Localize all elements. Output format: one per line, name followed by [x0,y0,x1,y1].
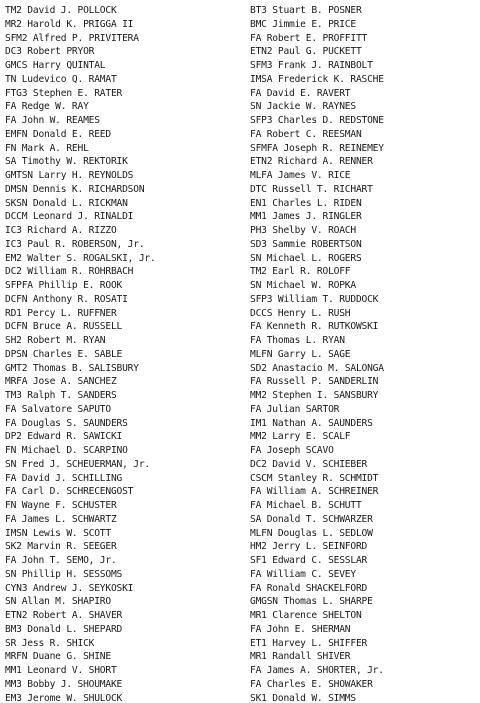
roster-entry: DC2 David V. SCHIEBER [250,458,368,470]
roster-entry: ET1 Harvey L. SHIFFER [250,637,368,649]
roster-entry: SN Allan M. SHAPIRO [5,596,111,608]
roster-entry: FA Ronald SHACKELFORD [250,582,368,594]
roster-entry: DCFN Bruce A. RUSSELL [5,321,123,333]
roster-entry: FA James A. SHORTER, Jr. [250,665,384,676]
roster-entry: SFP3 William T. RUDDOCK [250,293,379,305]
roster-entry: MM3 Bobby J. SHOUMAKE [5,678,123,690]
roster-entry: FA Carl D. SCHRECENGOST [5,486,134,498]
roster-entry: EM3 Jerome W. SHULOCK [5,692,123,703]
roster-entry: BMC Jimmie E. PRICE [250,18,356,30]
roster-entry: FTG3 Stephen E. RATER [5,87,123,99]
roster-entry: SD3 Sammie ROBERTSON [250,238,362,250]
roster-entry: SH2 Robert M. RYAN [5,335,106,346]
roster-entry: FA James L. SCHWARTZ [5,513,117,525]
roster-entry: IMSA Frederick K. RASCHE [250,73,384,85]
roster-entry: FA Douglas S. SAUNDERS [5,417,128,429]
roster-entry: BT3 Stuart B. POSNER [250,5,362,16]
roster-entry: DC3 Robert PRYOR [5,46,95,58]
roster-entry: MR2 Harold K. PRIGGA II [5,18,134,30]
roster-entry: FA David E. RAVERT [250,87,351,99]
roster-entry: MR1 Randall SHIVER [250,651,351,663]
roster-entry: SFMFA Joseph R. REINEMEY [250,142,384,154]
roster-entry: SFPFA Phillip E. ROOK [5,280,123,291]
roster-entry: DCCS Henry L. RUSH [250,307,351,319]
roster-entry: SN Fred J. SCHEUERMAN, Jr. [5,458,150,470]
roster-entry: DC2 William R. ROHRBACH [5,266,134,278]
roster-entry: SFP3 Charles D. REDSTONE [250,115,384,126]
roster-entry: FA Michael B. SCHUTT [250,500,362,511]
roster-entry: FA Joseph SCAVO [250,445,334,456]
roster-entry: FA Robert E. PROFFITT [250,32,368,44]
roster-entry: ETN2 Robert A. SHAVER [5,610,123,621]
roster-entry: FN Wayne F. SCHUSTER [5,500,117,511]
roster-entry: FA John E. SHERMAN [250,623,351,635]
roster-entry: DP2 Edward R. SAWICKI [5,431,123,443]
roster-entry: FA Russell P. SANDERLIN [250,376,379,388]
roster-entry: FA Robert C. REESMAN [250,128,362,140]
roster-entry: MLFA James V. RICE [250,170,351,181]
roster-entry: ETN2 Richard A. RENNER [250,156,373,168]
roster-entry: BM3 Donald L. SHEPARD [5,623,123,635]
roster-entry: FA William C. SEVEY [250,568,356,580]
roster-entry: MM1 Leonard V. SHORT [5,665,117,676]
roster-entry: DMSN Dennis K. RICHARDSON [5,183,145,195]
roster-entry: GMCS Harry QUINTAL [5,60,106,71]
roster-entry: FA John T. SEMO, Jr. [5,555,117,566]
roster-entry: TM2 David J. POLLOCK [5,5,117,16]
roster-entry: DCCM Leonard J. RINALDI [5,211,134,223]
roster-entry: IC3 Richard A. RIZZO [5,225,117,236]
roster-entry: DTC Russell T. RICHART [250,183,373,195]
roster-entry: FA John W. REAMES [5,115,100,126]
roster-entry: ETN2 Paul G. PUCKETT [250,46,362,58]
roster-entry: FA Julian SARTOR [250,403,340,415]
roster-entry: IC3 Paul R. ROBERSON, Jr. [5,238,145,250]
roster-entry: DPSN Charles E. SABLE [5,348,123,360]
roster-entry: TM2 Earl R. ROLOFF [250,266,351,278]
roster-entry: SFM3 Frank J. RAINBOLT [250,60,373,71]
roster-entry: GMT2 Thomas B. SALISBURY [5,362,139,374]
roster-entry: IM1 Nathan A. SAUNDERS [250,417,373,429]
roster-entry: FA David J. SCHILLING [5,472,123,484]
roster-entry: FA Thomas L. RYAN [250,335,345,346]
roster-entry: SN Phillip H. SESSOMS [5,568,123,580]
roster-entry: SN Jackie W. RAYNES [250,101,356,113]
roster-entry: FA Charles E. SHOWAKER [250,678,373,690]
roster-entry: SKSN Donald L. RICKMAN [5,197,128,209]
roster-entry: HM2 Jerry L. SEINFORD [250,541,368,553]
roster-entry: GMGSN Thomas L. SHARPE [250,596,373,608]
roster-column-left [5,4,156,703]
roster-entry: MLFN Garry L. SAGE [250,348,351,360]
roster-entry: TM3 Ralph T. SANDERS [5,390,117,401]
roster-entry: FN Mark A. REHL [5,142,89,154]
roster-entry: FN Michael D. SCARPINO [5,445,128,456]
roster-entry: FA Kenneth R. RUTKOWSKI [250,321,379,333]
roster-entry: MM1 James J. RINGLER [250,211,362,223]
roster-entry: EM2 Walter S. ROGALSKI, Jr. [5,252,156,264]
roster-entry: SR Jess R. SHICK [5,637,95,649]
roster-entry: MRFA Jose A. SANCHEZ [5,376,117,388]
roster-entry: MLFN Douglas L. SEDLOW [250,527,373,539]
roster-entry: SA Timothy W. REKTORIK [5,156,128,168]
roster-entry: CYN3 Andrew J. SEYKOSKI [5,582,134,594]
roster-entry: IMSN Lewis W. SCOTT [5,527,111,539]
roster-entry: SF1 Edward C. SESSLAR [250,555,368,566]
roster-entry: SFM2 Alfred P. PRIVITERA [5,32,139,44]
roster-entry: MR1 Clarence SHELTON [250,610,362,621]
roster-entry: EN1 Charles L. RIDEN [250,197,362,209]
roster-entry: SK2 Marvin R. SEEGER [5,541,117,553]
roster-entry: EMFN Donald E. REED [5,128,111,140]
roster-entry: SA Donald T. SCHWARZER [250,513,373,525]
roster-entry: SN Michael W. ROPKA [250,280,356,291]
roster-entry: SK1 Donald W. SIMMS [250,692,356,703]
roster-entry: CSCM Stanley R. SCHMIDT [250,472,379,484]
roster-entry: MM2 Larry E. SCALF [250,431,351,443]
roster-entry: MM2 Stephen I. SANSBURY [250,390,379,401]
roster-entry: FA Redge W. RAY [5,101,89,113]
roster-entry: PH3 Shelby V. ROACH [250,225,356,236]
roster-entry: DCFN Anthony R. ROSATI [5,293,128,305]
roster-entry: TN Ludevico Q. RAMAT [5,73,117,85]
roster-entry: RD1 Percy L. RUFFNER [5,307,117,319]
roster-entry: FA William A. SCHREINER [250,486,379,498]
roster-column-right [250,4,384,703]
roster-entry: FA Salvatore SAPUTO [5,403,111,415]
roster-entry: GMTSN Larry H. REYNOLDS [5,170,134,181]
roster-entry: SD2 Anastacio M. SALONGA [250,362,384,374]
roster-entry: SN Michael L. ROGERS [250,252,362,264]
roster-entry: MRFN Duane G. SHINE [5,651,111,663]
